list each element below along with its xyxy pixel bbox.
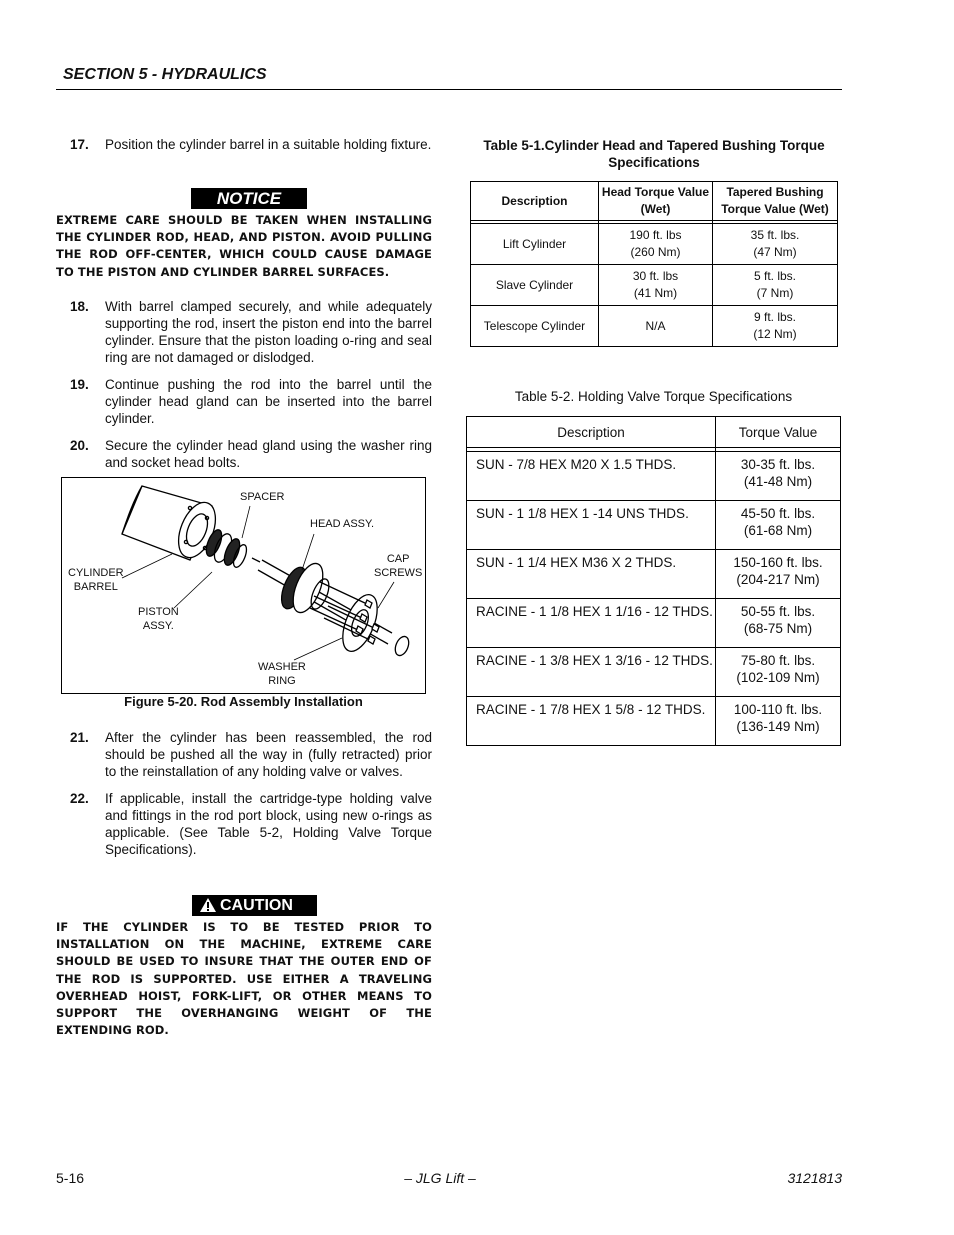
label-head-assy: HEAD ASSY. — [310, 518, 374, 530]
table2-header: Torque Value — [716, 417, 841, 448]
table-cell: 5 ft. lbs. (7 Nm) — [713, 265, 838, 306]
step-19 — [70, 376, 432, 427]
table-cell: 30 ft. lbs (41 Nm) — [599, 265, 713, 306]
table2-holding-valve-torque — [466, 416, 841, 746]
table-cell: 75-80 ft. lbs. (102-109 Nm) — [716, 648, 841, 697]
table-cell: 150-160 ft. lbs. (204-217 Nm) — [716, 550, 841, 599]
table-cell: 100-110 ft. lbs. (136-149 Nm) — [716, 697, 841, 746]
step-text: Continue pushing the rod into the barrel until the cylinder head gland can be inserted into the barrel cylinder. — [105, 377, 432, 426]
step-number: 19. — [70, 377, 89, 392]
warning-triangle-icon — [200, 897, 216, 918]
table-row — [467, 550, 841, 599]
table-cell: N/A — [599, 306, 713, 347]
step-text: With barrel clamped securely, and while adequately supporting the rod, insert the piston end into the barrel cylinder. Ensure that the piston loading o-ring and seal ring are not damaged or dislodged. — [105, 299, 432, 365]
table-cell: RACINE - 1 3/8 HEX 1 3/16 - 12 THDS. — [467, 648, 716, 697]
table-row — [467, 648, 841, 697]
caution-text: IF THE CYLINDER IS TO BE TESTED PRIOR TO INSTALLATION ON THE MACHINE, EXTREME CARE SHOULD BE USED TO INSURE THAT THE OUTER END OF THE ROD IS SUPPORTED. USE EITHER A TRAVELING OVERHEAD HOIST, FORK-LIFT, OR OTHER MEANS TO SUPPORT THE OVERHANGING WEIGHT OF THE EXTENDING ROD. — [56, 920, 432, 1038]
table-row — [471, 224, 838, 265]
step-21 — [70, 729, 432, 780]
step-22 — [70, 790, 432, 858]
step-text: If applicable, install the cartridge-type holding valve and fittings in the rod port block, using new o-rings as applicable. (See Table 5-2, Holding Valve Torque Specifications). — [105, 791, 432, 857]
table-cell: 190 ft. lbs (260 Nm) — [599, 224, 713, 265]
label-cylinder-barrel: CYLINDER BARREL — [68, 567, 124, 593]
notice-badge: NOTICE — [191, 188, 307, 209]
step-text: Secure the cylinder head gland using the washer ring and socket head bolts. — [105, 438, 432, 470]
figure-caption: Figure 5-20. Rod Assembly Installation — [124, 694, 363, 709]
step-number: 20. — [70, 438, 89, 453]
table-cell: SUN - 1 1/8 HEX 1 -14 UNS THDS. — [467, 501, 716, 550]
table-cell: RACINE - 1 1/8 HEX 1 1/16 - 12 THDS. — [467, 599, 716, 648]
table-cell: 9 ft. lbs. (12 Nm) — [713, 306, 838, 347]
table-row — [467, 697, 841, 746]
caution-badge — [192, 895, 317, 916]
table1-header: Tapered Bushing Torque Value (Wet) — [713, 182, 838, 221]
table-row — [471, 306, 838, 347]
table-row — [467, 599, 841, 648]
step-number: 21. — [70, 730, 89, 745]
table1-title: Table 5-1.Cylinder Head and Tapered Bushing Torque Specifications — [483, 138, 825, 170]
step-number: 22. — [70, 791, 89, 806]
table-cell: SUN - 1 1/4 HEX M36 X 2 THDS. — [467, 550, 716, 599]
table2-header: Description — [467, 417, 716, 448]
table-cell: 35 ft. lbs. (47 Nm) — [713, 224, 838, 265]
table-row — [467, 452, 841, 501]
table-cell: RACINE - 1 7/8 HEX 1 5/8 - 12 THDS. — [467, 697, 716, 746]
document-number: 3121813 — [787, 1170, 842, 1186]
section-header: SECTION 5 - HYDRAULICS — [63, 66, 267, 83]
table-cell: SUN - 7/8 HEX M20 X 1.5 THDS. — [467, 452, 716, 501]
table1-header: Description — [471, 182, 599, 221]
table-cell: 50-55 ft. lbs. (68-75 Nm) — [716, 599, 841, 648]
table-row — [471, 265, 838, 306]
table-cell: 30-35 ft. lbs. (41-48 Nm) — [716, 452, 841, 501]
step-20 — [70, 437, 432, 471]
table-row — [467, 501, 841, 550]
table-cell: Lift Cylinder — [471, 224, 599, 265]
figure-rod-assembly — [61, 477, 426, 694]
label-spacer: SPACER — [240, 491, 285, 503]
step-number: 18. — [70, 299, 89, 314]
step-18 — [70, 298, 432, 366]
table-cell: Telescope Cylinder — [471, 306, 599, 347]
page-number: 5-16 — [56, 1170, 85, 1186]
label-piston-assy: PISTON ASSY. — [138, 606, 179, 632]
step-17 — [70, 136, 432, 153]
notice-text: EXTREME CARE SHOULD BE TAKEN WHEN INSTALLING THE CYLINDER ROD, HEAD, AND PISTON. AVOID PULLING THE ROD OFF-CENTER, WHICH COULD CAUSE DAMAGE TO THE PISTON AND CYLINDER BARREL SURFACES. — [56, 213, 432, 279]
label-cap-screws: CAP SCREWS — [374, 553, 423, 579]
table2-title: Table 5-2. Holding Valve Torque Specifications — [514, 389, 793, 404]
step-text: Position the cylinder barrel in a suitable holding fixture. — [105, 137, 432, 152]
table-cell: 45-50 ft. lbs. (61-68 Nm) — [716, 501, 841, 550]
table1-cylinder-torque — [470, 181, 838, 347]
table1-header: Head Torque Value (Wet) — [599, 182, 713, 221]
caution-label: CAUTION — [220, 897, 293, 914]
table-cell: Slave Cylinder — [471, 265, 599, 306]
step-text: After the cylinder has been reassembled, the rod should be pushed all the way in (fully retracted) prior to the reinstallation of any holding valve or valves. — [105, 730, 432, 779]
footer-center: – JLG Lift – — [404, 1170, 476, 1186]
label-washer-ring: WASHER RING — [258, 661, 306, 687]
step-number: 17. — [70, 137, 89, 152]
header-rule — [56, 89, 842, 90]
